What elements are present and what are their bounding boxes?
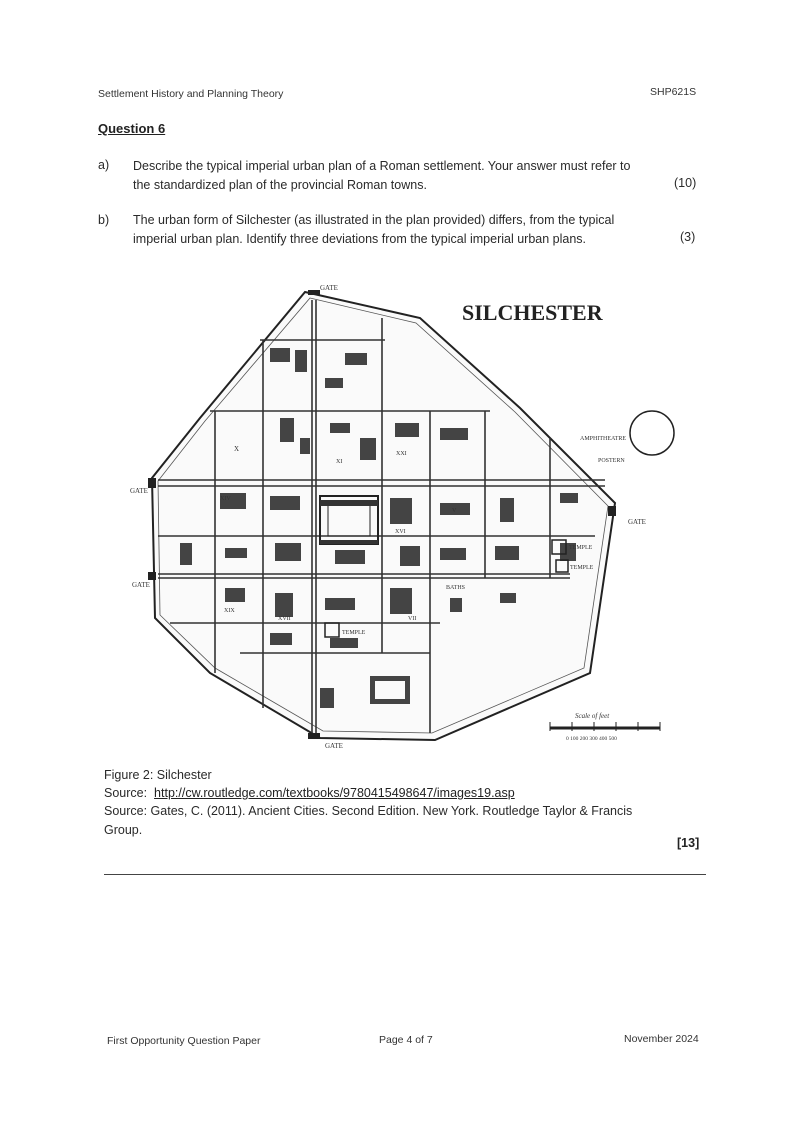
footer-page-number: Page 4 of 7 [379, 1034, 433, 1046]
part-a-marks: (10) [674, 176, 697, 190]
scale-title: Scale of feet [575, 712, 610, 720]
baths-label: BATHS [446, 585, 466, 591]
numeral-xvii: XVII [278, 616, 291, 622]
footer-left: First Opportunity Question Paper [107, 1035, 261, 1047]
course-code: SHP621S [650, 86, 697, 98]
numeral-xix: XIX [224, 608, 235, 614]
source-1-link[interactable]: http://cw.routledge.com/textbooks/9780415498647/images19.asp [154, 786, 515, 800]
course-title: Settlement History and Planning Theory [98, 88, 284, 100]
part-b-label: b) [98, 213, 110, 227]
footer-date: November 2024 [624, 1033, 699, 1045]
east-gate-label: GATE [628, 518, 646, 526]
amphitheatre-label: AMPHITHEATRE [580, 436, 626, 442]
total-marks: [13] [677, 836, 700, 850]
question-title: Question 6 [98, 121, 166, 136]
numeral-vii: VII [408, 616, 417, 622]
north-gate-label: GATE [320, 284, 338, 292]
section-divider [104, 874, 706, 875]
numeral-x: X [234, 445, 240, 453]
part-a-text-line1: Describe the typical imperial urban plan of a Roman settlement. Your answer must refer to [133, 159, 631, 173]
source-1 [104, 784, 515, 803]
source-2-line1: Source: Gates, C. (2011). Ancient Cities. Second Edition. New York. Routledge Taylor & Francis [104, 804, 633, 818]
part-a-label: a) [98, 158, 110, 172]
part-a-text-line2: the standardized plan of the provincial Roman towns. [133, 178, 427, 192]
part-b-marks: (3) [680, 230, 696, 244]
scale-ticks: 0 100 200 300 400 500 [566, 736, 617, 742]
southwest-gate-label: GATE [132, 581, 150, 589]
part-b-text-line2: imperial urban plan. Identify three deviations from the typical imperial urban plans. [133, 232, 587, 246]
source-1-label: Source: [104, 786, 148, 800]
figure-caption: Figure 2: Silchester [104, 768, 212, 782]
numeral-xiv: XIV [220, 496, 231, 502]
postern-label: POSTERN [598, 458, 625, 464]
temple-label-1: TEMPLE [569, 545, 593, 551]
numeral-xxi: XXI [396, 451, 407, 457]
numeral-xi: XI [336, 459, 343, 465]
numeral-v: V [452, 508, 457, 514]
temple-label-3: TEMPLE [342, 630, 366, 636]
numeral-xvi: XVI [395, 529, 406, 535]
west-gate-label: GATE [130, 487, 148, 495]
temple-label-2: TEMPLE [570, 565, 594, 571]
south-gate-label: GATE [325, 742, 343, 750]
part-b-text-line1: The urban form of Silchester (as illustrated in the plan provided) differs, from the typical [133, 213, 615, 227]
silchester-map [120, 278, 690, 753]
source-2-line2: Group. [104, 823, 143, 837]
map-title: SILCHESTER [462, 300, 603, 325]
